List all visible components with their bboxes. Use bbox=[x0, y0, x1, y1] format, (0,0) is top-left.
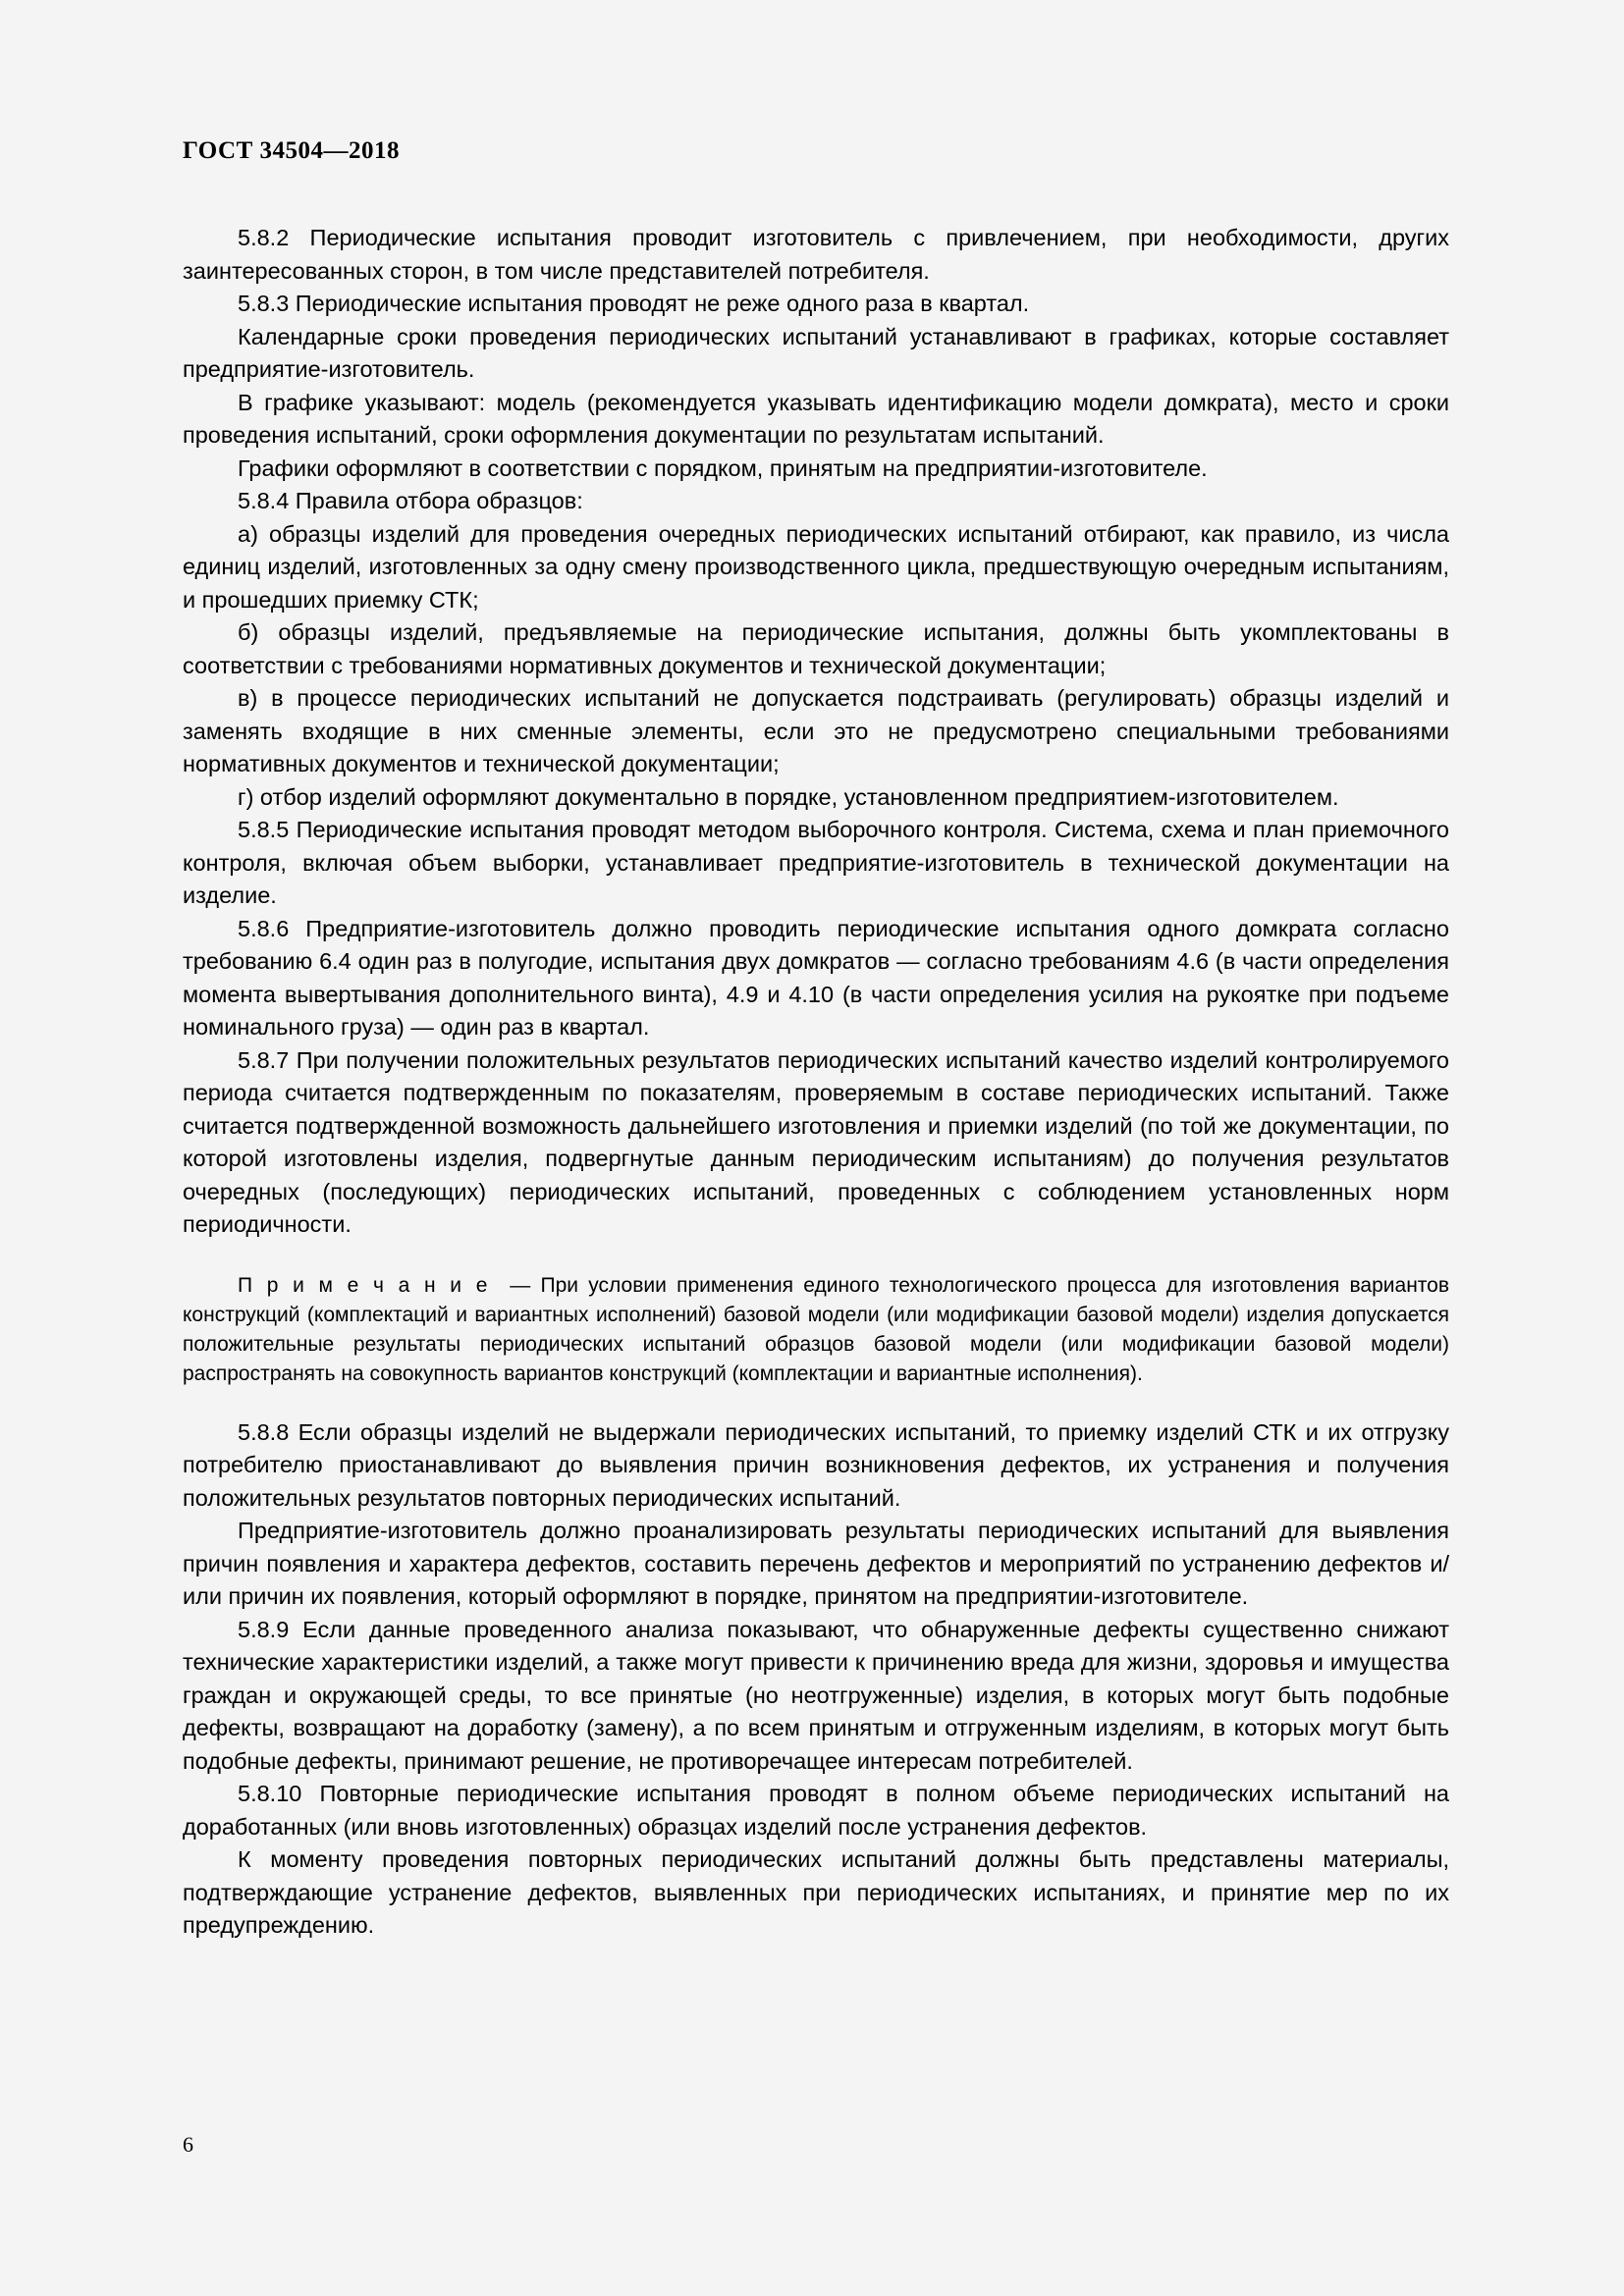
paragraph-5-8-8: 5.8.8 Если образцы изделий не выдержали периодических испытаний, то приемку изделий СТК и их отгрузку потребителю приостанавливают до выявления причин возникновения дефектов, их устранения и получения положительных результатов повторных периодических испытаний. bbox=[183, 1418, 1449, 1511]
standard-number-header: ГОСТ 34504—2018 bbox=[183, 137, 401, 164]
note-paragraph bbox=[183, 1271, 1449, 1389]
paragraph-repeat-materials: К моменту проведения повторных периодических испытаний должны быть представлены материалы, подтверждающие устранение дефектов, выявленных при периодических испытаниях, и принятие мер по их предупреждению. bbox=[183, 1846, 1449, 1938]
paragraph-item-v: в) в процессе периодических испытаний не допускается подстраивать (регулировать) образцы изделий и заменять входящие в них сменные элементы, если это не предусмотрено специальными требованиями нормативных документов и технической документации; bbox=[183, 685, 1449, 776]
paragraph-5-8-2: 5.8.2 Периодические испытания проводит изготовитель с привлечением, при необходимости, других заинтересованных сторон, в том числе представителей потребителя. bbox=[183, 225, 1449, 284]
page-content bbox=[183, 137, 1449, 1943]
paragraph-schedule-contents: В графике указывают: модель (рекомендуется указывать идентификацию модели домкрата), место и сроки проведения испытаний, сроки оформления документации по результатам испытаний. bbox=[183, 389, 1449, 448]
note-dash: — bbox=[510, 1273, 531, 1297]
paragraph-5-8-7: 5.8.7 При получении положительных результатов периодических испытаний качество изделий контролируемого периода считается подтвержденным по показателям, проверяемым в составе периодических испытаний. Также считается подтвержденной возможность дальнейшего изготовления и приемки изделий (по той же документации, по которой изготовлены изделия, подвергнутые данным периодическим испытаниям) до получения результатов очередных (последующих) периодических испытаний, проведенных с соблюдением установленных норм периодичности. bbox=[183, 1046, 1449, 1237]
paragraph-item-b: б) образцы изделий, предъявляемые на периодические испытания, должны быть укомплектованы в соответствии с требованиями нормативных документов и технической документации; bbox=[183, 619, 1449, 678]
paragraph-schedule-dates: Календарные сроки проведения периодических испытаний устанавливают в графиках, которые составляет предприятие-изготовитель. bbox=[183, 323, 1449, 382]
paragraph-schedule-format: Графики оформляют в соответствии с порядком, принятым на предприятии-изготовителе. bbox=[238, 454, 1208, 481]
paragraph-item-a: а) образцы изделий для проведения очередных периодических испытаний отбирают, как правило, из числа единиц изделий, изготовленных за одну смену производственного цикла, предшествующую очередным испытаниям, и прошедших приемку СТК; bbox=[183, 520, 1449, 613]
body-paragraphs-continued bbox=[183, 1416, 1449, 1943]
paragraph-5-8-5: 5.8.5 Периодические испытания проводят методом выборочного контроля. Система, схема и план приемочного контроля, включая объем выборки, устанавливает предприятие-изготовитель в технической документации на изделие. bbox=[183, 817, 1449, 908]
note-label: П р и м е ч а н и е bbox=[238, 1273, 490, 1297]
paragraph-5-8-3: 5.8.3 Периодические испытания проводят не реже одного раза в квартал. bbox=[238, 291, 1030, 316]
note-text: При условии применения единого технологического процесса для изготовления вариантов конструкций (комплектаций и вариантных исполнений) базовой модели (или модификации базовой модели) изделия допускается положительные результаты периодических испытаний образцов базовой модели (или модификации базовой модели) распространять на совокупность вариантов конструкций (комплектации и вариантные исполнения). bbox=[183, 1273, 1450, 1385]
paragraph-5-8-9: 5.8.9 Если данные проведенного анализа показывают, что обнаруженные дефекты существенно снижают технические характеристики изделий, а также могут привести к причинению вреда для жизни, здоровья и имущества граждан и окружающей среды, то все принятые (но неотгруженные) изделия, в которых могут быть подобные дефекты, возвращают на доработку (замену), а по всем принятым и отгруженным изделиям, в которых могут быть подобные дефекты, принимают решение, не противоречащее интересам потребителей. bbox=[183, 1616, 1449, 1774]
paragraph-5-8-6: 5.8.6 Предприятие-изготовитель должно проводить периодические испытания одного домкрата согласно требованию 6.4 один раз в полугодие, испытания двух домкратов — согласно требованиям 4.6 (в части определения момента вывертывания дополнительного винта), 4.9 и 4.10 (в части определения усилия на рукоятке при подъеме номинального груза) — один раз в квартал. bbox=[183, 915, 1449, 1040]
paragraph-5-8-4: 5.8.4 Правила отбора образцов: bbox=[238, 488, 583, 513]
paragraph-defect-analysis: Предприятие-изготовитель должно проанализировать результаты периодических испытаний для выявления причин появления и характера дефектов, составить перечень дефектов и мероприятий по устранению дефектов и/или причин их появления, который оформляют в порядке, принятом на предприятии-изготовителе. bbox=[183, 1518, 1449, 1609]
page-number: 6 bbox=[183, 2132, 193, 2157]
paragraph-item-g: г) отбор изделий оформляют документально в порядке, установленном предприятием-изготовителем. bbox=[238, 783, 1339, 810]
body-paragraphs bbox=[183, 222, 1449, 1242]
paragraph-5-8-10: 5.8.10 Повторные периодические испытания проводят в полном объеме периодических испытаний на доработанных (или вновь изготовленных) образцах изделий после устранения дефектов. bbox=[183, 1781, 1449, 1840]
note-block bbox=[183, 1271, 1449, 1389]
